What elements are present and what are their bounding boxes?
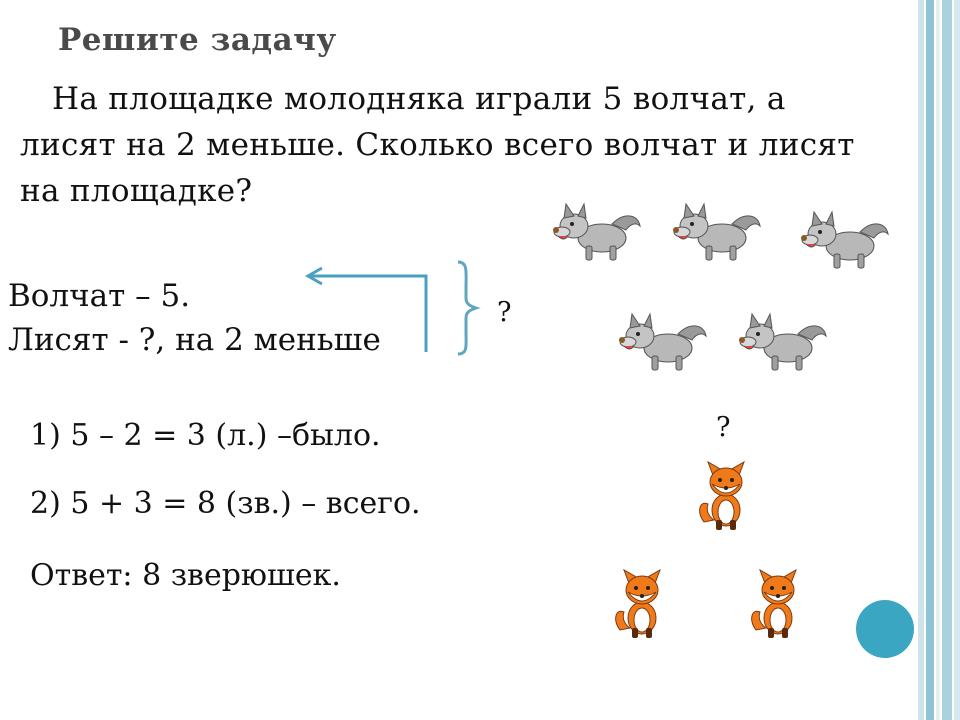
solution-step-2: 2) 5 + 3 = 8 (зв.) – всего.	[30, 486, 421, 521]
solution-answer: Ответ: 8 зверюшек.	[30, 558, 341, 593]
wolf-icon	[618, 306, 710, 376]
problem-line-1: На площадке молодняка играли 5 волчат, а	[52, 81, 786, 117]
wolf-icon	[800, 204, 892, 274]
side-stripes	[918, 0, 960, 720]
condition-foxes: Лисят - ?, на 2 меньше	[8, 322, 381, 358]
brace-icon	[452, 258, 482, 358]
wolf-icon	[672, 196, 764, 266]
solution-step-1: 1) 5 – 2 = 3 (л.) –было.	[30, 418, 381, 453]
problem-line-2: лисят на 2 меньше. Сколько всего волчат и лисят	[20, 127, 855, 163]
fox-icon	[612, 560, 668, 640]
problem-line-3: на площадке?	[20, 173, 253, 209]
wolf-icon	[738, 306, 830, 376]
fox-icon	[696, 452, 752, 532]
problem-text	[20, 76, 920, 214]
slide-decoration-dot	[856, 600, 914, 658]
page-title: Решите задачу	[58, 22, 337, 58]
total-question-mark: ?	[497, 297, 512, 328]
fox-icon	[748, 560, 804, 640]
wolf-icon	[552, 196, 644, 266]
condition-wolves: Волчат – 5.	[8, 278, 191, 314]
fox-question-mark: ?	[716, 412, 731, 443]
